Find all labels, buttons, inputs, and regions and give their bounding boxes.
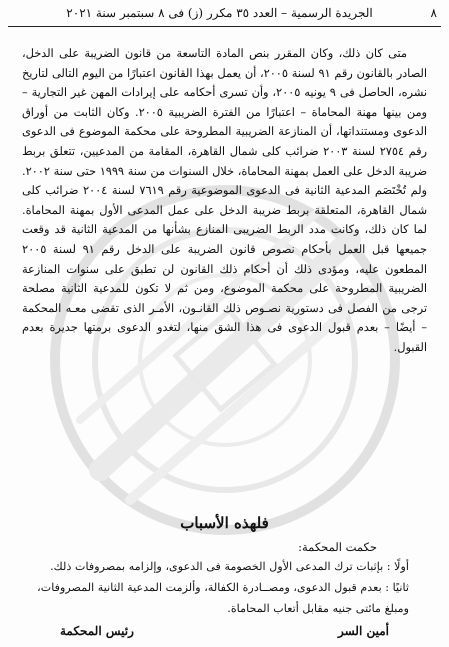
- president-signature: رئيس المحكمة: [60, 624, 134, 638]
- reasoning-paragraph: متى كان ذلك، وكان المقرر بنص المادة التاسعة من قانون الضريبة على الدخل، الصادر بالقانون رقم ٩١ لسنة ٢٠٠٥، أن يعمل بهذا القانون اعتبارًا من اليوم التالى لتاريخ نشره، الحاصل فى ٩ يونيه ٢٠٠٥، وأن تسرى أحكامه على إيرادات المهن غير التجارية – ومن بينها مهنة المحاماة – اعتبارًا من الفترة الضريبية ٢٠٠٥. وكان الثابت من أوراق الدعوى ومستنداتها، أن المنازعة الضريبية المطروحة على محكمة الموضوع فى الدعوى رقم ٢٧٥٤ لسنة ٢٠٠٣ ضرائب كلى شمال القاهرة، المقامة من المدعيين، تتعلق بربط ضريبة الدخل على العمل بمهنة المحاماة، خلال السنوات من سنة ١٩٩٩ حتى سنة ٢٠٠٢. ولم تُخْتَصَم المدعية الثانية فى الدعوى الموضوعية رقم ٧٦١٩ لسنة ٢٠٠٤ ضرائب كلى شمال القاهرة، المتعلقة بربط ضريبة الدخل على عمل المدعى الأول بمهنة المحاماة. لما كان ذلك، وكانت مدد الربط الضريبى المنازع بشأنها من المدعية الثانية قد وقعت جميعها قبل العمل بأحكام نصوص قانون الضريبة على الدخل رقم ٩١ لسنة ٢٠٠٥ المطعون عليه، ومؤدى ذلك أن أحكام ذلك القانون لن تطبق على سنوات المنازعة الضريبية المطروحة على محكمة الموضوع، ومن ثم لا تكون للمدعية الثانية مصلحة ترجى من الفصل فى دستورية نصـوص ذلك القانـون، الأمـر الذى تقضى معـه المحكمة – أيضًا – بعدم قبول الدعوى فى هذا الشق منها، لتغدو الدعوى برمتها جديرة بعدم القبول.: [22, 47, 428, 354]
- verdict-item-first: أولًا : بإثبات ترك المدعى الأول الخصومة فى الدعوى، وإلزامه بمصروفات ذلك.: [50, 560, 409, 573]
- judgment-body: [22, 44, 427, 358]
- reasons-heading: فلهذه الأسباب: [180, 514, 269, 532]
- verdict-item-second: ثانيًا : بعدم قبول الدعوى، ومصــادرة الكفالة، وألزمت المدعية الثانية المصروفات،: [37, 581, 409, 594]
- secretary-signature: أمين السر: [337, 624, 389, 638]
- journal-title: الجريدة الرسمية – العدد ٣٥ مكرر (ز) فى ٨ سبتمبر سنة ٢٠٢١: [66, 6, 373, 20]
- verdict-intro: حكمت المحكمة:: [298, 540, 377, 554]
- page-header: [8, 4, 441, 27]
- page-number: ٨: [430, 6, 437, 20]
- verdict-item-fees: ومبلغ مائتى جنيه مقابل أتعاب المحاماة.: [227, 602, 409, 615]
